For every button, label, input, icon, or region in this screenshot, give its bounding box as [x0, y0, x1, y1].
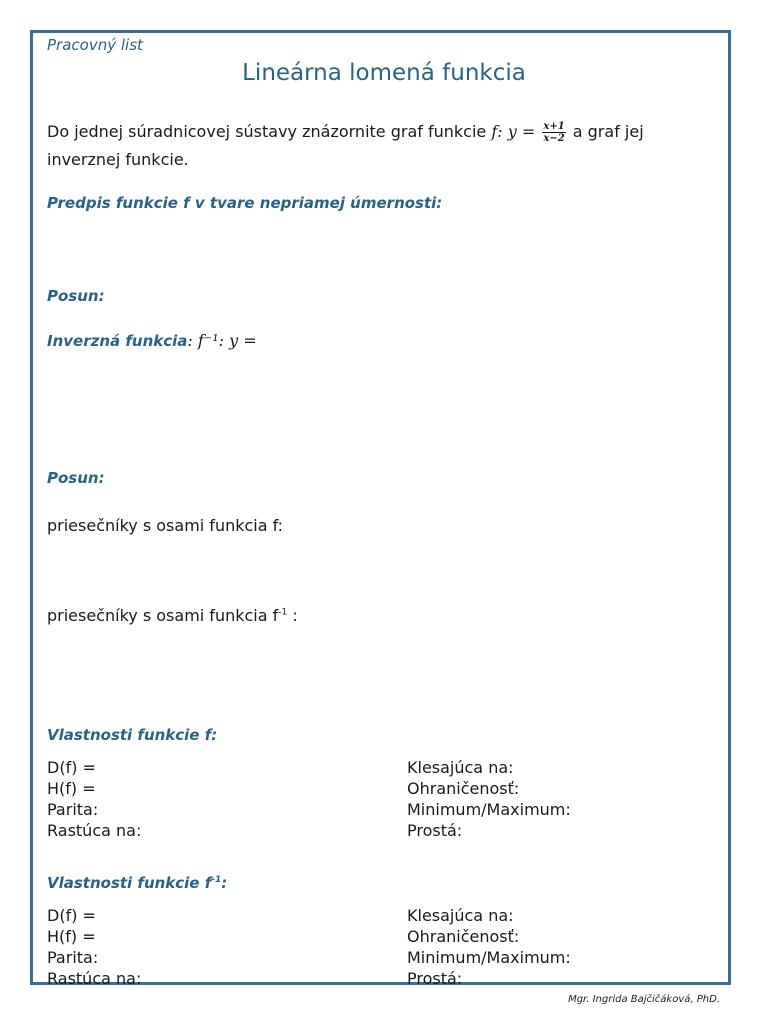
- posun-label-2: Posun:: [47, 469, 105, 487]
- parity-f: Parita:: [47, 800, 99, 819]
- range-f: H(f) =: [47, 779, 96, 798]
- function-label: f: y =: [491, 122, 536, 141]
- author-footer: Mgr. Ingrida Bajčičáková, PhD.: [568, 994, 720, 1005]
- task-description: [47, 118, 644, 174]
- intro-text: Do jednej súradnicovej sústavy znázornite graf funkcie: [47, 122, 492, 141]
- increasing-finv: Rastúca na:: [47, 969, 142, 988]
- injective-finv: Prostá:: [407, 969, 463, 988]
- properties-finv-heading: [47, 874, 227, 892]
- fraction-numerator: x+1: [543, 121, 565, 132]
- properties-finv-superscript: -1: [211, 875, 222, 885]
- page-title: Lineárna lomená funkcia: [242, 60, 526, 86]
- inverse-function-math: : f⁻¹: y =: [187, 331, 257, 350]
- properties-finv-left: [47, 905, 141, 989]
- injective-f: Prostá:: [407, 821, 463, 840]
- inverse-superscript: -1: [278, 607, 288, 618]
- properties-finv-colon: :: [221, 874, 228, 892]
- properties-f-right: [407, 757, 571, 841]
- extrema-finv: Minimum/Maximum:: [407, 948, 571, 967]
- intro-text-after: a graf jej: [567, 122, 644, 141]
- function-fraction: [542, 121, 565, 144]
- boundedness-finv: Ohraničenosť:: [407, 927, 520, 946]
- increasing-f: Rastúca na:: [47, 821, 142, 840]
- intercepts-finv-colon: :: [287, 606, 298, 625]
- range-finv: H(f) =: [47, 927, 96, 946]
- worksheet-header: Pracovný list: [47, 36, 143, 54]
- inverse-function-line: [47, 331, 257, 350]
- properties-finv-text: Vlastnosti funkcie f: [47, 874, 212, 892]
- intercepts-finv-text: priesečníky s osami funkcia f: [47, 606, 279, 625]
- properties-finv-right: [407, 905, 571, 989]
- decreasing-finv: Klesajúca na:: [407, 906, 514, 925]
- intro-line-2: inverznej funkcie.: [47, 150, 189, 169]
- fraction-denominator: x−2: [543, 133, 565, 144]
- domain-finv: D(f) =: [47, 906, 96, 925]
- domain-f: D(f) =: [47, 758, 96, 777]
- decreasing-f: Klesajúca na:: [407, 758, 514, 777]
- intercepts-f-label: priesečníky s osami funkcia f:: [47, 516, 284, 535]
- predpis-label: Predpis funkcie f v tvare nepriamej úmernosti:: [47, 194, 443, 212]
- intercepts-finv-label: [47, 606, 298, 625]
- posun-label-1: Posun:: [47, 287, 105, 305]
- boundedness-f: Ohraničenosť:: [407, 779, 520, 798]
- properties-f-left: [47, 757, 141, 841]
- parity-finv: Parita:: [47, 948, 99, 967]
- properties-f-heading: Vlastnosti funkcie f:: [47, 726, 218, 744]
- inverse-function-label: Inverzná funkcia: [47, 332, 188, 350]
- extrema-f: Minimum/Maximum:: [407, 800, 571, 819]
